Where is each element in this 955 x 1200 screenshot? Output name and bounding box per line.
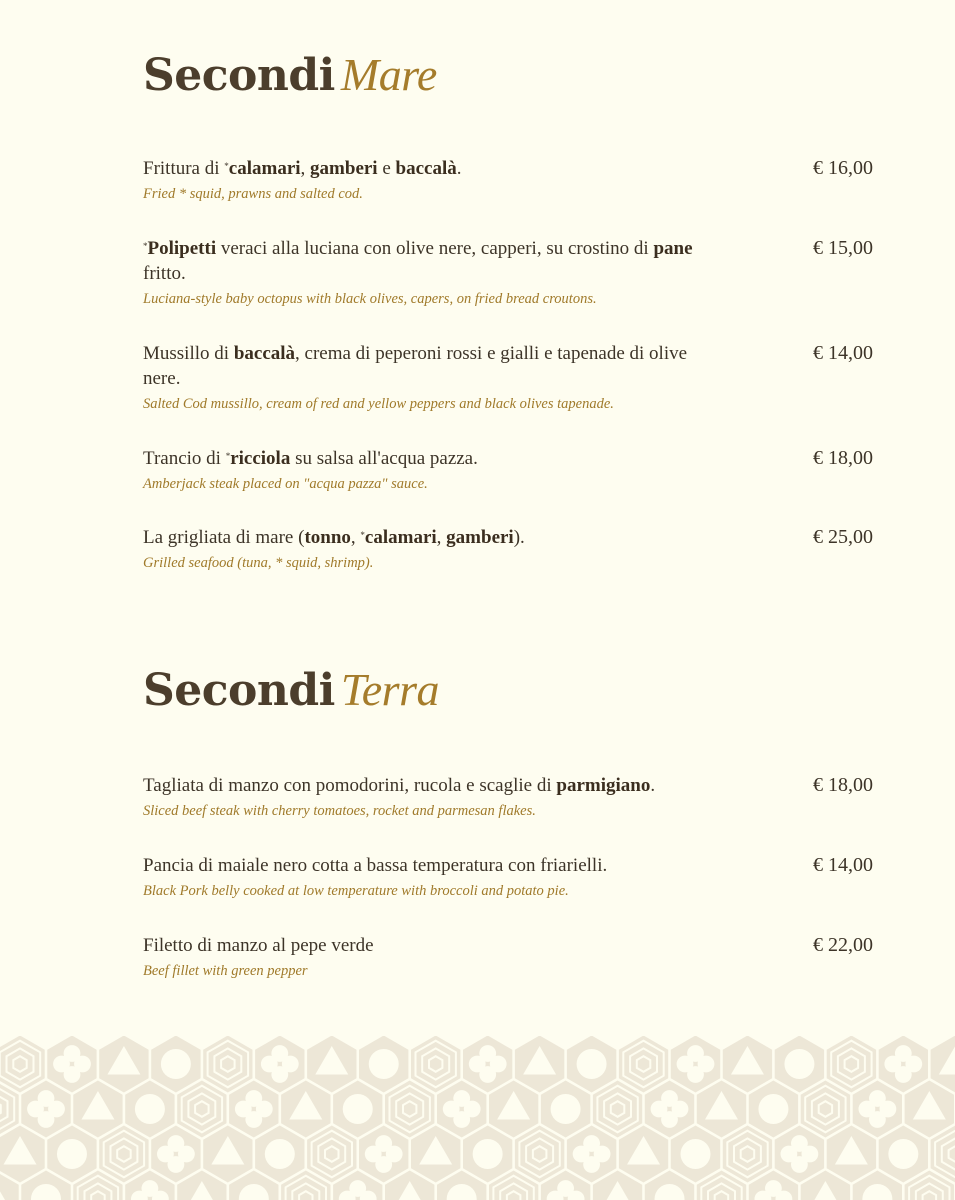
- tile-circle: [265, 1139, 295, 1169]
- menu-item: [143, 933, 873, 980]
- menu-item: [143, 853, 873, 900]
- hexagon-tile: [593, 1081, 642, 1138]
- tile-petal: [64, 1045, 81, 1062]
- menu-item: [143, 525, 873, 572]
- tile-petal: [479, 1045, 496, 1062]
- tile-petal: [142, 1180, 159, 1197]
- title-main: Secondi: [143, 50, 335, 101]
- item-name: La grigliata di mare (tonno, *calamari, gamberi).: [143, 527, 525, 548]
- hexagon-tile: [307, 1126, 356, 1183]
- tile-circle: [680, 1139, 710, 1169]
- tile-circle: [57, 1139, 87, 1169]
- item-description: Fried * squid, prawns and salted cod.: [143, 186, 363, 202]
- item-price: € 22,00: [813, 934, 873, 956]
- menu-item: [143, 341, 873, 413]
- tile-circle: [473, 1139, 503, 1169]
- item-name: Frittura di *calamari, gamberi e baccalà.: [143, 158, 462, 179]
- item-description: Black Pork belly cooked at low temperature with broccoli and potato pie.: [143, 883, 569, 899]
- tile-petal: [271, 1045, 288, 1062]
- hexagon-tile: [177, 1081, 226, 1138]
- item-name: Trancio di *ricciola su salsa all'acqua pazza.: [143, 448, 478, 469]
- menu-item: [143, 156, 873, 203]
- hexagon-tile: [515, 1126, 564, 1183]
- hexagon-tile: [203, 1036, 252, 1093]
- tile-petal: [375, 1135, 392, 1152]
- section-title-mare: [143, 49, 873, 101]
- tile-petal: [38, 1090, 55, 1107]
- hexagon-pattern-decoration: [0, 1036, 955, 1200]
- item-price: € 18,00: [813, 774, 873, 796]
- tile-circle: [888, 1139, 918, 1169]
- item-description: Sliced beef steak with cherry tomatoes, rocket and parmesan flakes.: [143, 803, 536, 819]
- tile-petal: [349, 1180, 366, 1197]
- tile-circle: [369, 1049, 399, 1079]
- item-name: Tagliata di manzo con pomodorini, rucola e scaglie di parmigiano.: [143, 775, 656, 796]
- tile-petal: [453, 1090, 470, 1107]
- tile-petal: [557, 1180, 574, 1197]
- hexagon-tile: [723, 1126, 772, 1183]
- hexagon-tile: [801, 1081, 850, 1138]
- tile-petal: [168, 1135, 185, 1152]
- item-price: € 16,00: [813, 157, 873, 179]
- tile-circle: [758, 1094, 788, 1124]
- item-name: *Polipetti veraci alla luciana con olive nere, capperi, su crostino di pane fritto.: [143, 238, 693, 284]
- item-description: Beef fillet with green pepper: [143, 963, 308, 979]
- tile-circle: [343, 1094, 373, 1124]
- item-price: € 15,00: [813, 237, 873, 259]
- hexagon-tile: [99, 1126, 148, 1183]
- title-accent: Terra: [340, 664, 439, 715]
- title-accent: Mare: [340, 49, 437, 100]
- section-heading: [143, 664, 873, 716]
- hexagon-tile: [385, 1081, 434, 1138]
- menu-item: [143, 773, 873, 820]
- tile-petal: [895, 1045, 912, 1062]
- tile-petal: [661, 1090, 678, 1107]
- tile-circle: [551, 1094, 581, 1124]
- tile-petal: [583, 1135, 600, 1152]
- tile-circle: [784, 1049, 814, 1079]
- item-price: € 25,00: [813, 526, 873, 548]
- tile-circle: [135, 1094, 165, 1124]
- tile-petal: [687, 1045, 704, 1062]
- item-price: € 14,00: [813, 342, 873, 364]
- item-name: Mussillo di baccalà, crema di peperoni rossi e gialli e tapenade di olive nere.: [143, 343, 688, 389]
- tile-petal: [765, 1180, 782, 1197]
- hexagon-tile: [411, 1036, 460, 1093]
- tile-petal: [245, 1090, 262, 1107]
- menu-item: [143, 446, 873, 493]
- item-description: Grilled seafood (tuna, * squid, shrimp).: [143, 555, 374, 571]
- item-price: € 18,00: [813, 447, 873, 469]
- item-description: Luciana-style baby octopus with black olives, capers, on fried bread croutons.: [143, 291, 597, 307]
- item-name: Filetto di manzo al pepe verde: [143, 935, 374, 956]
- item-description: Salted Cod mussillo, cream of red and yellow peppers and black olives tapenade.: [143, 396, 614, 412]
- hexagon-tile: [827, 1036, 876, 1093]
- item-price: € 14,00: [813, 854, 873, 876]
- tile-petal: [791, 1135, 808, 1152]
- section-title-terra: [143, 664, 873, 716]
- item-name: Pancia di maiale nero cotta a bassa temperatura con friarielli.: [143, 855, 608, 876]
- tile-circle: [577, 1049, 607, 1079]
- tile-petal: [869, 1090, 886, 1107]
- item-description: Amberjack steak placed on "acqua pazza" sauce.: [143, 476, 428, 492]
- hexagon-tile: [619, 1036, 668, 1093]
- tile-circle: [161, 1049, 191, 1079]
- title-main: Secondi: [143, 665, 335, 716]
- menu-item: [143, 236, 873, 308]
- section-heading: [143, 49, 873, 101]
